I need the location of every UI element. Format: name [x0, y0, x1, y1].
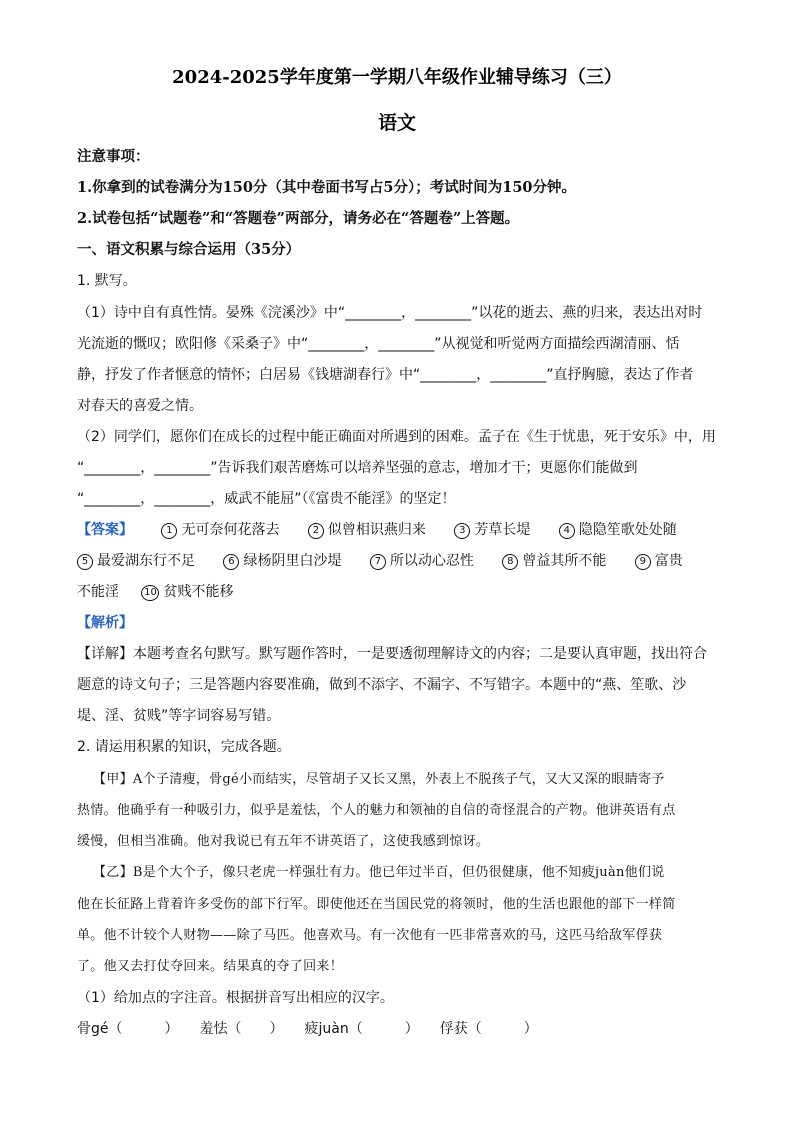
- notes-item-1: 1.你拿到的试卷满分为150分（其中卷面书写占5分）；考试时间为150分钟。: [77, 179, 577, 196]
- answer-number: 5: [77, 554, 93, 570]
- answer-row: [77, 583, 727, 601]
- answer-item: [141, 583, 233, 601]
- answer-number: 2: [308, 523, 324, 539]
- question-1-label: 1. 默写。: [77, 273, 137, 289]
- q1-part1-line: 光流逝的慨叹；欧阳修《采桑子》中“________，________”从视觉和听觉两方面描绘西湖清丽、恬: [77, 336, 680, 352]
- answer-item: [161, 521, 279, 539]
- answer-text: 芳草长堤: [474, 522, 531, 538]
- answer-row: [77, 521, 727, 539]
- answer-item: [308, 521, 426, 539]
- answer-number: 6: [223, 554, 239, 570]
- exam-title: 2024-2025学年度第一学期八年级作业辅导练习（三）: [172, 67, 622, 88]
- answer-text: 绿杨阴里白沙堤: [243, 553, 342, 569]
- section-heading: 一、语文积累与综合运用（35分）: [77, 241, 301, 258]
- passage-yi-line: 【乙】B是个大个子，像只老虎一样强壮有力。他已年过半百，但仍很健康，他不知疲juàn他们说: [93, 865, 665, 880]
- analysis-line: 题意的诗文句子；三是答题内容要准确，做到不添字、不漏字、不写错字。本题中的“燕、笙歌、沙: [77, 677, 687, 693]
- answer-item: [559, 521, 677, 539]
- answer-text: 富贵: [654, 553, 683, 569]
- answer-number: 1: [161, 523, 177, 539]
- answer-number: 9: [635, 554, 651, 570]
- pinyin-blanks[interactable]: 骨gé（ ） 羞怯（ ） 疲juàn（ ） 俘获（ ）: [77, 1021, 538, 1037]
- notes-item-2: 2.试卷包括“试题卷”和“答题卷”两部分，请务必在“答题卷”上答题。: [77, 210, 520, 227]
- answer-text: 曾益其所不能: [522, 553, 607, 569]
- answer-number: 8: [502, 554, 518, 570]
- answer-item: [370, 552, 474, 570]
- answer-text: 最爱湖东行不足: [97, 553, 195, 569]
- q1-part2-line: （2）同学们，愿你们在成长的过程中能正确面对所遇到的困难。孟子在《生于忧患，死于安乐》中，用: [77, 429, 716, 445]
- answer-text: 所以动心忍性: [389, 553, 474, 569]
- passage-jia-line: 热情。他确乎有一种吸引力，似乎是羞怯，个人的魅力和领袖的自信的奇怪混合的产物。他讲英语有点: [77, 803, 676, 818]
- answer-text: 不能淫: [77, 584, 119, 600]
- analysis-line: 【详解】本题考查名句默写。默写题作答时，一是要透彻理解诗文的内容；二是要认真审题，找出符合: [77, 646, 707, 662]
- q1-part1-line: 静，抒发了作者惬意的情怀；白居易《钱塘湖春行》中“________，________”直抒胸臆，表达了作者: [77, 367, 694, 383]
- question-2-label: 2. 请运用积累的知识，完成各题。: [77, 739, 291, 755]
- q1-part2-line: “________，________”告诉我们艰苦磨炼可以培养坚强的意志，增加才干；更愿你们能做到: [77, 460, 638, 476]
- passage-jia-line: 【甲】A个子清瘦，骨gé小而结实，尽管胡子又长又黑，外表上不脱孩子气，又大又深的眼睛寄予: [93, 772, 665, 787]
- passage-yi-line: 他在长征路上背着许多受伤的部下行军。即使他还在当国民党的将领时，他的生活也跟他的部下一样简: [77, 897, 676, 912]
- answer-number: 3: [454, 523, 470, 539]
- answer-item: [223, 552, 341, 570]
- passage-yi-line: 了。他又去打仗夺回来。结果真的夺了回来！: [77, 959, 344, 974]
- q1-part1-line: 对春天的喜爱之情。: [77, 398, 203, 414]
- notes-heading: 注意事项：: [77, 148, 150, 165]
- answer-text: 似曾相识燕归来: [327, 522, 426, 538]
- passage-jia-line: 缓慢，但相当准确。他对我说已有五年不讲英语了，这使我感到惊讶。: [77, 834, 490, 849]
- answer-item: [502, 552, 606, 570]
- answer-number: 7: [370, 554, 386, 570]
- answer-text: 贫贱不能移: [163, 584, 234, 600]
- q1-part1-line: （1）诗中自有真性情。晏殊《浣溪沙》中“________，________”以花的逝去、燕的归来，表达出对时: [77, 305, 703, 321]
- answer-item: [635, 552, 683, 570]
- subject-title: 语文: [377, 112, 416, 134]
- answer-number: 10: [141, 585, 159, 601]
- sub-question-1: （1）给加点的字注音。根据拼音写出相应的汉字。: [77, 990, 394, 1006]
- answer-row: [77, 552, 727, 570]
- answer-item: [77, 552, 195, 570]
- passage-yi-line: 单。他不计较个人财物——除了马匹。他喜欢马。有一次他有一匹非常喜欢的马，这匹马给敌军俘获: [77, 928, 663, 943]
- answer-item: [454, 521, 530, 539]
- answer-text: 无可奈何花落去: [181, 522, 280, 538]
- answer-label: 【答案】: [77, 522, 133, 538]
- answer-text: 隐隐笙歌处处随: [578, 522, 677, 538]
- analysis-label: 【解析】: [77, 615, 133, 631]
- q1-part2-line: “________，________，威武不能屈”（《富贵不能淫》的坚定！: [77, 491, 456, 507]
- analysis-line: 堤、淫、贫贱”等字词容易写错。: [77, 708, 281, 724]
- answer-number: 4: [559, 523, 575, 539]
